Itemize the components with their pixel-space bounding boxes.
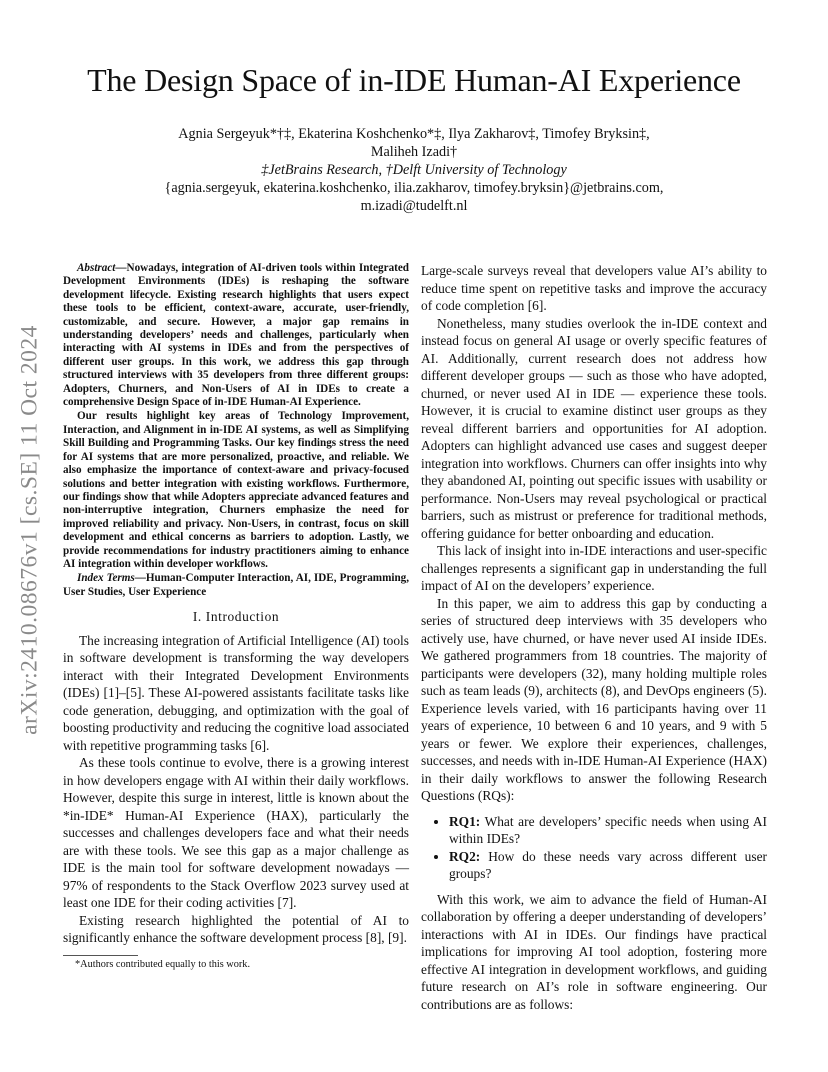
author-emails-line-2: m.izadi@tudelft.nl [360, 198, 468, 214]
index-terms: Index Terms—Human-Computer Interaction, AI, IDE, Programming, User Studies, User Experience [63, 572, 409, 598]
footnote: *Authors contributed equally to this work. [75, 959, 251, 970]
footnote-divider [63, 955, 138, 956]
research-questions-list [421, 813, 767, 883]
intro-paragraph-5: Nonetheless, many studies overlook the in-IDE context and instead focus on general AI usage or overly specific features of AI. Additionally, current research does not address how different developer groups — such as those who have adopted, churned, or never used AI in IDE — experience these tools. However, it is crucial to examine distinct user groups as they reveal different barriers and opportunities for AI adoption. Adopters can highlight advanced use cases and suggest deeper integration into workflows. Churners can offer insights into why they abandoned AI, pointing out specific issues with usability or performance. Non-Users may reveal psychological or practical barriers, such as mistrust or preference for traditional methods, offering guidance for better onboarding and education. [421, 315, 767, 541]
abstract [63, 262, 409, 599]
research-question-1: • RQ1: What are developers’ specific needs when using AI within IDEs? [449, 813, 767, 848]
author-emails-line-1: {agnia.sergeyuk, ekaterina.koshchenko, ilia.zakharov, timofey.bryksin}@jetbrains.com, [164, 180, 664, 196]
intro-paragraph-1: The increasing integration of Artificial Intelligence (AI) tools in software development is transforming the way developers interact with their Integrated Development Environments (IDEs) [1]–[5]. These AI-powered assistants facilitate tasks like code generation, debugging, and optimization with the goal of boosting productivity and reducing the cognitive load associated with repetitive programming tasks [6]. [63, 632, 409, 753]
section-heading-introduction: I. Introduction [192, 609, 280, 625]
left-column [63, 262, 409, 947]
research-question-2: • RQ2: How do these needs vary across different user groups? [449, 848, 767, 883]
intro-paragraph-8: With this work, we aim to advance the field of Human-AI collaboration by offering a deeper understanding of developers’ interactions with AI in IDEs. Our findings have practical implications for improving AI tool adoption, fostering more effective AI integration in development workflows, and guiding future research on AI’s role in software engineering. Our contributions are as follows: [421, 891, 767, 1012]
affiliations: ‡JetBrains Research, †Delft University of Technology [261, 162, 567, 178]
abstract-label: Abstract [77, 262, 116, 274]
paper-title: The Design Space of in-IDE Human-AI Experience [87, 62, 741, 98]
author-names-line-1: Agnia Sergeyuk*†‡, Ekaterina Koshchenko*‡, Ilya Zakharov‡, Timofey Bryksin‡, [178, 126, 650, 142]
arxiv-identifier: arXiv:2410.08676v1 [cs.SE] 11 Oct 2024 [16, 325, 43, 735]
intro-paragraph-6: This lack of insight into in-IDE interactions and user-specific challenges represents a significant gap in understanding the full impact of AI on the developers’ experience. [421, 543, 767, 593]
intro-paragraph-4: Large-scale surveys reveal that developers value AI’s ability to reduce time spent on repetitive tasks and improve the accuracy of code completion [6]. [421, 263, 767, 313]
intro-paragraph-2: As these tools continue to evolve, there is a growing interest in how developers engage with AI within their daily workflows. However, despite this surge in interest, little is known about the *in-IDE* Human-AI Experience (HAX), particularly the successes and challenges developers face and what their needs are with these tools. We see this gap as a major challenge as IDE is the main tool for software development nowadays — 97% of respondents to the Stack Overflow 2023 survey used at least one IDE for their coding activities [7]. [63, 755, 409, 911]
abstract-paragraph-2: Our results highlight key areas of Technology Improvement, Interaction, and Alignment in in-IDE AI systems, as well as Simplifying Skill Building and Programming Tasks. Our key findings stress the need for AI systems that are more personalized, proactive, and reliable. We also emphasize the importance of context-aware and privacy-focused solutions and better integration with existing workflows. Furthermore, our findings show that while Adopters appreciate advanced features and non-interruptive integration, Churners emphasize the need for improved reliability and privacy. Non-Users, in contrast, focus on skill development and ethical concerns as barriers to adoption. Lastly, we provide recommendations for industry practitioners aiming to enhance AI integration within developer workflows. [63, 410, 409, 570]
author-block [0, 125, 828, 215]
abstract-paragraph-1: Abstract—Nowadays, integration of AI-driven tools within Integrated Development Environments (IDEs) is reshaping the software development lifecycle. Existing research highlights that users expect these tools to be efficient, context-aware, accurate, user-friendly, customizable, and secure. However, a major gap remains in understanding developers’ needs and challenges, particularly when interacting with AI systems in IDEs and from the perspectives of different user groups. In this work, we address this gap through structured interviews with 35 developers from three different groups: Adopters, Churners, and Non-Users of AI in IDEs to create a comprehensive Design Space of in-IDE Human-AI Experience. [63, 262, 409, 409]
intro-paragraph-3: Existing research highlighted the potential of AI to significantly enhance the software development process [8], [9]. [63, 912, 409, 946]
index-terms-label: Index Terms [77, 572, 135, 585]
author-names-line-2: Maliheh Izadi† [370, 144, 458, 160]
intro-paragraph-7: In this paper, we aim to address this gap by conducting a series of structured deep interviews with 35 developers who actively use, have churned, or have never used AI inside IDEs. We gathered programmers from 18 countries. The majority of participants were developers (32), many holding multiple roles such as team leads (9), architects (8), and DevOps engineers (5). Experience levels varied, with 16 participants having over 11 years of experience, 10 between 6 and 10 years, and 9 with 5 years or fewer. We explore their experiences, challenges, successes, and needs with in-IDE Human-AI Experience (HAX) in their daily workflows to answer the following Research Questions (RQs): [421, 595, 767, 803]
right-column [421, 262, 767, 1013]
